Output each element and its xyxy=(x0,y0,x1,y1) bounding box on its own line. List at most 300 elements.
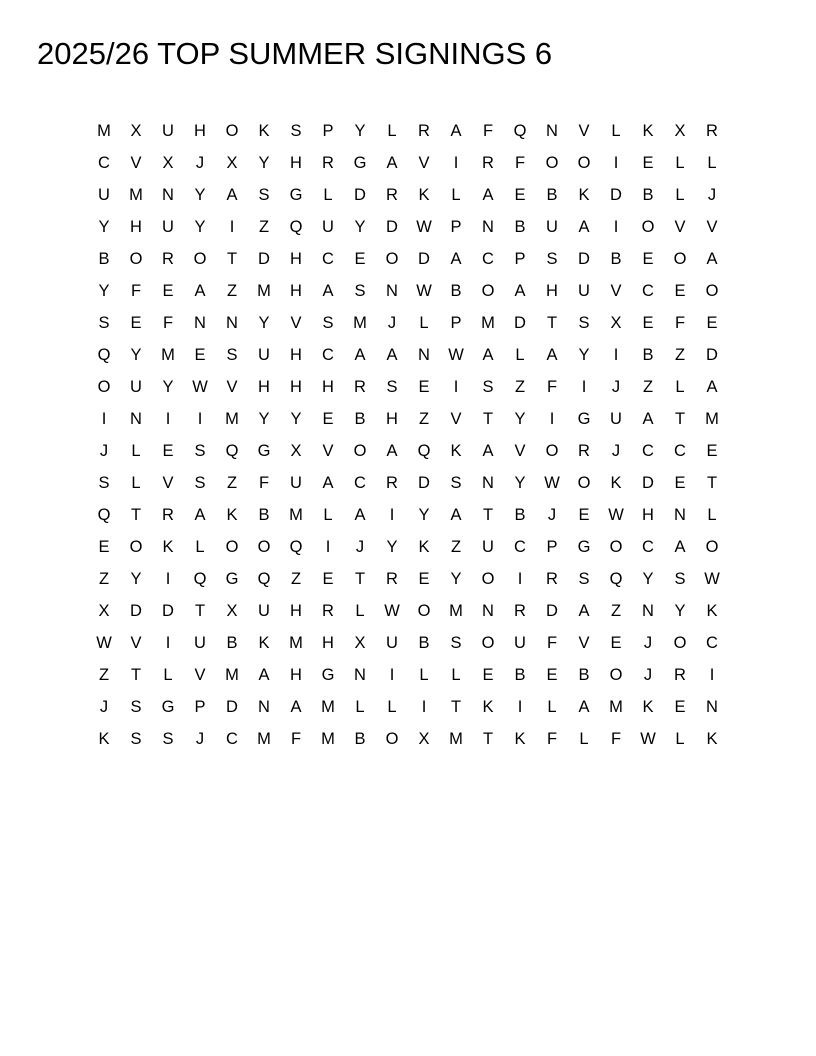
grid-letter: O xyxy=(609,538,623,556)
grid-letter: Q xyxy=(609,570,623,588)
grid-letter: B xyxy=(610,250,622,268)
grid-letter: K xyxy=(162,538,174,556)
grid-letter: A xyxy=(354,506,366,524)
grid-letter: N xyxy=(546,122,558,140)
grid-letter: G xyxy=(577,538,591,556)
grid-letter: X xyxy=(226,602,238,620)
grid-letter: C xyxy=(674,442,686,460)
grid-letter: B xyxy=(98,250,110,268)
grid-letter: M xyxy=(321,698,335,716)
grid-letter: V xyxy=(706,218,718,236)
grid-letter: Z xyxy=(418,410,430,428)
grid-letter: C xyxy=(642,442,654,460)
grid-letter: C xyxy=(706,634,718,652)
grid-letter: L xyxy=(675,186,685,204)
grid-letter: M xyxy=(609,698,623,716)
grid-letter: I xyxy=(165,410,171,428)
grid-letter: X xyxy=(226,154,238,172)
word-search-grid xyxy=(88,115,728,755)
grid-letter: Q xyxy=(289,538,303,556)
grid-letter: L xyxy=(515,346,525,364)
grid-letter: A xyxy=(578,218,590,236)
grid-letter: T xyxy=(226,250,238,268)
grid-letter: G xyxy=(257,442,271,460)
grid-letter: E xyxy=(674,698,686,716)
grid-letter: T xyxy=(674,410,686,428)
grid-letter: W xyxy=(192,378,208,396)
grid-letter: W xyxy=(96,634,112,652)
grid-letter: K xyxy=(578,186,590,204)
grid-letter: S xyxy=(194,442,206,460)
grid-letter: I xyxy=(549,410,555,428)
grid-letter: Q xyxy=(225,442,239,460)
grid-letter: M xyxy=(161,346,175,364)
grid-letter: B xyxy=(418,634,430,652)
grid-letter: L xyxy=(419,666,429,684)
grid-letter: K xyxy=(418,186,430,204)
grid-letter: F xyxy=(514,154,526,172)
grid-letter: O xyxy=(417,602,431,620)
grid-letter: O xyxy=(481,282,495,300)
grid-letter: P xyxy=(450,218,462,236)
grid-letter: L xyxy=(675,730,685,748)
grid-letter: A xyxy=(386,154,398,172)
grid-letter: X xyxy=(354,634,366,652)
grid-letter: Y xyxy=(514,474,526,492)
grid-letter: U xyxy=(386,634,398,652)
grid-letter: R xyxy=(386,474,398,492)
grid-letter: O xyxy=(705,538,719,556)
grid-letter: J xyxy=(643,666,653,684)
grid-letter: Z xyxy=(98,570,110,588)
grid-letter: R xyxy=(322,602,334,620)
grid-letter: C xyxy=(482,250,494,268)
grid-letter: H xyxy=(290,378,302,396)
grid-letter: D xyxy=(226,698,238,716)
grid-letter: T xyxy=(194,602,206,620)
grid-letter: Q xyxy=(97,506,111,524)
grid-letter: N xyxy=(674,506,686,524)
grid-letter: E xyxy=(706,442,718,460)
grid-letter: H xyxy=(290,602,302,620)
grid-letter: E xyxy=(706,314,718,332)
grid-letter: O xyxy=(705,282,719,300)
grid-letter: Z xyxy=(258,218,270,236)
grid-letter: Z xyxy=(226,474,238,492)
grid-letter: A xyxy=(482,442,494,460)
grid-letter: M xyxy=(257,730,271,748)
grid-letter: Y xyxy=(290,410,302,428)
grid-letter: X xyxy=(98,602,110,620)
grid-letter: J xyxy=(611,378,621,396)
grid-letter: H xyxy=(290,666,302,684)
grid-letter: Y xyxy=(674,602,686,620)
grid-letter: N xyxy=(482,218,494,236)
grid-letter: O xyxy=(225,122,239,140)
grid-letter: Q xyxy=(257,570,271,588)
grid-letter: H xyxy=(290,282,302,300)
grid-letter: E xyxy=(674,474,686,492)
grid-letter: F xyxy=(290,730,302,748)
grid-letter: I xyxy=(709,666,715,684)
grid-letter: L xyxy=(419,314,429,332)
grid-letter: D xyxy=(162,602,174,620)
grid-letter: Y xyxy=(354,218,366,236)
grid-letter: Y xyxy=(450,570,462,588)
grid-letter: V xyxy=(322,442,334,460)
grid-letter: Z xyxy=(98,666,110,684)
grid-letter: H xyxy=(322,634,334,652)
grid-letter: K xyxy=(514,730,526,748)
grid-letter: Z xyxy=(450,538,462,556)
grid-letter: S xyxy=(450,634,462,652)
grid-letter: E xyxy=(194,346,206,364)
grid-letter: D xyxy=(610,186,622,204)
grid-letter: I xyxy=(389,506,395,524)
grid-letter: V xyxy=(194,666,206,684)
grid-letter: O xyxy=(385,250,399,268)
grid-letter: I xyxy=(453,378,459,396)
grid-letter: K xyxy=(642,698,654,716)
grid-letter: R xyxy=(706,122,718,140)
grid-letter: B xyxy=(514,666,526,684)
grid-letter: R xyxy=(322,154,334,172)
grid-letter: O xyxy=(129,538,143,556)
grid-letter: A xyxy=(322,474,334,492)
grid-letter: L xyxy=(707,154,717,172)
grid-letter: Q xyxy=(289,218,303,236)
grid-letter: H xyxy=(130,218,142,236)
grid-letter: M xyxy=(705,410,719,428)
grid-letter: K xyxy=(706,602,718,620)
grid-letter: K xyxy=(642,122,654,140)
grid-letter: O xyxy=(129,250,143,268)
grid-letter: A xyxy=(450,250,462,268)
grid-letter: L xyxy=(323,506,333,524)
grid-letter: E xyxy=(162,282,174,300)
grid-letter: J xyxy=(99,698,109,716)
page-title: 2025/26 TOP SUMMER SIGNINGS 6 xyxy=(37,36,553,71)
grid-letter: U xyxy=(258,346,270,364)
grid-letter: A xyxy=(482,186,494,204)
grid-letter: Z xyxy=(674,346,686,364)
grid-letter: R xyxy=(354,378,366,396)
grid-letter: H xyxy=(290,346,302,364)
grid-letter: Y xyxy=(162,378,174,396)
grid-letter: S xyxy=(98,474,110,492)
grid-letter: H xyxy=(386,410,398,428)
grid-letter: D xyxy=(386,218,398,236)
grid-letter: G xyxy=(161,698,175,716)
grid-letter: A xyxy=(450,506,462,524)
grid-letter: A xyxy=(578,698,590,716)
grid-letter: R xyxy=(162,250,174,268)
grid-letter: P xyxy=(546,538,558,556)
grid-letter: O xyxy=(577,474,591,492)
grid-letter: N xyxy=(642,602,654,620)
grid-letter: A xyxy=(706,378,718,396)
grid-letter: Q xyxy=(193,570,207,588)
grid-letter: C xyxy=(354,474,366,492)
grid-letter: H xyxy=(194,122,206,140)
grid-letter: E xyxy=(674,282,686,300)
grid-letter: M xyxy=(449,730,463,748)
grid-letter: O xyxy=(225,538,239,556)
grid-letter: L xyxy=(323,186,333,204)
grid-letter: L xyxy=(451,186,461,204)
grid-letter: V xyxy=(450,410,462,428)
grid-letter: K xyxy=(450,442,462,460)
grid-letter: I xyxy=(613,154,619,172)
grid-letter: W xyxy=(416,218,432,236)
grid-letter: S xyxy=(258,186,270,204)
grid-letter: I xyxy=(517,570,523,588)
grid-letter: N xyxy=(226,314,238,332)
grid-letter: T xyxy=(130,666,142,684)
grid-letter: O xyxy=(385,730,399,748)
grid-letter: S xyxy=(290,122,302,140)
grid-letter: A xyxy=(258,666,270,684)
grid-letter: E xyxy=(482,666,494,684)
grid-letter: M xyxy=(257,282,271,300)
grid-letter: T xyxy=(706,474,718,492)
grid-letter: A xyxy=(386,346,398,364)
grid-letter: S xyxy=(194,474,206,492)
grid-letter: X xyxy=(130,122,142,140)
grid-letter: G xyxy=(577,410,591,428)
grid-letter: O xyxy=(353,442,367,460)
grid-letter: L xyxy=(611,122,621,140)
grid-letter: X xyxy=(674,122,686,140)
grid-letter: O xyxy=(609,666,623,684)
grid-letter: L xyxy=(451,666,461,684)
grid-letter: A xyxy=(482,346,494,364)
grid-letter: A xyxy=(706,250,718,268)
grid-letter: W xyxy=(704,570,720,588)
grid-letter: Q xyxy=(513,122,527,140)
grid-letter: K xyxy=(258,634,270,652)
grid-letter: S xyxy=(578,314,590,332)
grid-letter: G xyxy=(289,186,303,204)
grid-letter: P xyxy=(194,698,206,716)
grid-letter: E xyxy=(642,154,654,172)
grid-letter: A xyxy=(226,186,238,204)
grid-letter: W xyxy=(416,282,432,300)
grid-letter: X xyxy=(290,442,302,460)
grid-letter: U xyxy=(610,410,622,428)
grid-letter: L xyxy=(195,538,205,556)
grid-letter: V xyxy=(514,442,526,460)
grid-letter: R xyxy=(514,602,526,620)
grid-letter: B xyxy=(642,186,654,204)
grid-letter: X xyxy=(610,314,622,332)
grid-letter: C xyxy=(514,538,526,556)
grid-letter: E xyxy=(418,570,430,588)
grid-letter: E xyxy=(610,634,622,652)
grid-letter: I xyxy=(165,570,171,588)
grid-letter: I xyxy=(165,634,171,652)
grid-letter: Y xyxy=(578,346,590,364)
grid-letter: M xyxy=(225,666,239,684)
grid-letter: A xyxy=(322,282,334,300)
grid-letter: S xyxy=(546,250,558,268)
grid-letter: I xyxy=(325,538,331,556)
grid-letter: Y xyxy=(514,410,526,428)
grid-letter: S xyxy=(578,570,590,588)
grid-letter: L xyxy=(547,698,557,716)
grid-letter: W xyxy=(448,346,464,364)
grid-letter: I xyxy=(101,410,107,428)
grid-letter: Q xyxy=(97,346,111,364)
grid-letter: Y xyxy=(98,282,110,300)
grid-letter: Y xyxy=(386,538,398,556)
grid-letter: V xyxy=(418,154,430,172)
grid-letter: A xyxy=(642,410,654,428)
grid-letter: Q xyxy=(417,442,431,460)
grid-letter: C xyxy=(322,346,334,364)
grid-letter: I xyxy=(453,154,459,172)
grid-letter: I xyxy=(229,218,235,236)
grid-letter: C xyxy=(322,250,334,268)
grid-letter: L xyxy=(163,666,173,684)
grid-letter: L xyxy=(131,474,141,492)
grid-letter: D xyxy=(546,602,558,620)
grid-letter: R xyxy=(546,570,558,588)
grid-letter: O xyxy=(641,218,655,236)
grid-letter: R xyxy=(578,442,590,460)
grid-letter: O xyxy=(257,538,271,556)
grid-letter: L xyxy=(387,122,397,140)
grid-letter: E xyxy=(642,250,654,268)
grid-letter: V xyxy=(130,634,142,652)
grid-letter: N xyxy=(194,314,206,332)
grid-letter: S xyxy=(386,378,398,396)
grid-letter: S xyxy=(98,314,110,332)
grid-letter: V xyxy=(674,218,686,236)
grid-letter: L xyxy=(131,442,141,460)
grid-letter: S xyxy=(322,314,334,332)
grid-letter: D xyxy=(642,474,654,492)
grid-letter: J xyxy=(195,154,205,172)
grid-letter: T xyxy=(130,506,142,524)
grid-letter: G xyxy=(353,154,367,172)
grid-letter: R xyxy=(386,570,398,588)
grid-letter: K xyxy=(482,698,494,716)
grid-letter: Y xyxy=(642,570,654,588)
grid-letter: A xyxy=(194,282,206,300)
grid-letter: C xyxy=(642,538,654,556)
grid-letter: D xyxy=(706,346,718,364)
grid-letter: N xyxy=(130,410,142,428)
grid-letter: Y xyxy=(258,410,270,428)
grid-letter: N xyxy=(386,282,398,300)
grid-letter: A xyxy=(194,506,206,524)
grid-letter: K xyxy=(226,506,238,524)
grid-letter: D xyxy=(130,602,142,620)
grid-letter: C xyxy=(226,730,238,748)
grid-letter: N xyxy=(482,602,494,620)
grid-letter: U xyxy=(258,602,270,620)
grid-letter: E xyxy=(162,442,174,460)
grid-letter: F xyxy=(610,730,622,748)
grid-letter: T xyxy=(354,570,366,588)
grid-letter: U xyxy=(194,634,206,652)
grid-letter: F xyxy=(674,314,686,332)
grid-letter: S xyxy=(482,378,494,396)
grid-letter: M xyxy=(289,506,303,524)
grid-letter: U xyxy=(546,218,558,236)
grid-letter: A xyxy=(546,346,558,364)
grid-letter: M xyxy=(225,410,239,428)
grid-letter: I xyxy=(197,410,203,428)
grid-letter: I xyxy=(421,698,427,716)
grid-letter: A xyxy=(354,346,366,364)
grid-letter: Y xyxy=(258,154,270,172)
grid-letter: R xyxy=(674,666,686,684)
grid-letter: S xyxy=(162,730,174,748)
grid-letter: N xyxy=(258,698,270,716)
grid-letter: T xyxy=(482,730,494,748)
grid-letter: D xyxy=(418,250,430,268)
grid-letter: K xyxy=(258,122,270,140)
grid-letter: O xyxy=(481,570,495,588)
grid-letter: E xyxy=(514,186,526,204)
grid-letter: T xyxy=(482,506,494,524)
grid-letter: L xyxy=(707,506,717,524)
grid-letter: A xyxy=(514,282,526,300)
grid-letter: F xyxy=(546,634,558,652)
grid-letter: T xyxy=(450,698,462,716)
grid-letter: M xyxy=(321,730,335,748)
grid-letter: J xyxy=(707,186,717,204)
grid-letter: R xyxy=(418,122,430,140)
grid-letter: F xyxy=(546,730,558,748)
grid-letter: E xyxy=(98,538,110,556)
grid-letter: E xyxy=(354,250,366,268)
grid-letter: E xyxy=(130,314,142,332)
grid-letter: V xyxy=(610,282,622,300)
grid-letter: A xyxy=(450,122,462,140)
grid-letter: D xyxy=(418,474,430,492)
grid-letter: I xyxy=(581,378,587,396)
grid-letter: V xyxy=(578,122,590,140)
grid-letter: L xyxy=(675,154,685,172)
grid-letter: S xyxy=(130,730,142,748)
grid-letter: U xyxy=(322,218,334,236)
grid-letter: P xyxy=(322,122,334,140)
grid-letter: E xyxy=(546,666,558,684)
grid-letter: N xyxy=(482,474,494,492)
grid-letter: P xyxy=(450,314,462,332)
grid-letter: B xyxy=(578,666,590,684)
grid-letter: U xyxy=(482,538,494,556)
grid-letter: Y xyxy=(194,186,206,204)
grid-letter: J xyxy=(195,730,205,748)
grid-letter: Z xyxy=(290,570,302,588)
grid-letter: D xyxy=(354,186,366,204)
grid-letter: F xyxy=(130,282,142,300)
grid-letter: C xyxy=(642,282,654,300)
grid-letter: U xyxy=(578,282,590,300)
grid-letter: W xyxy=(544,474,560,492)
grid-letter: B xyxy=(354,730,366,748)
grid-letter: V xyxy=(290,314,302,332)
grid-letter: H xyxy=(290,154,302,172)
grid-letter: T xyxy=(546,314,558,332)
grid-letter: N xyxy=(418,346,430,364)
grid-letter: X xyxy=(418,730,430,748)
grid-letter: H xyxy=(642,506,654,524)
